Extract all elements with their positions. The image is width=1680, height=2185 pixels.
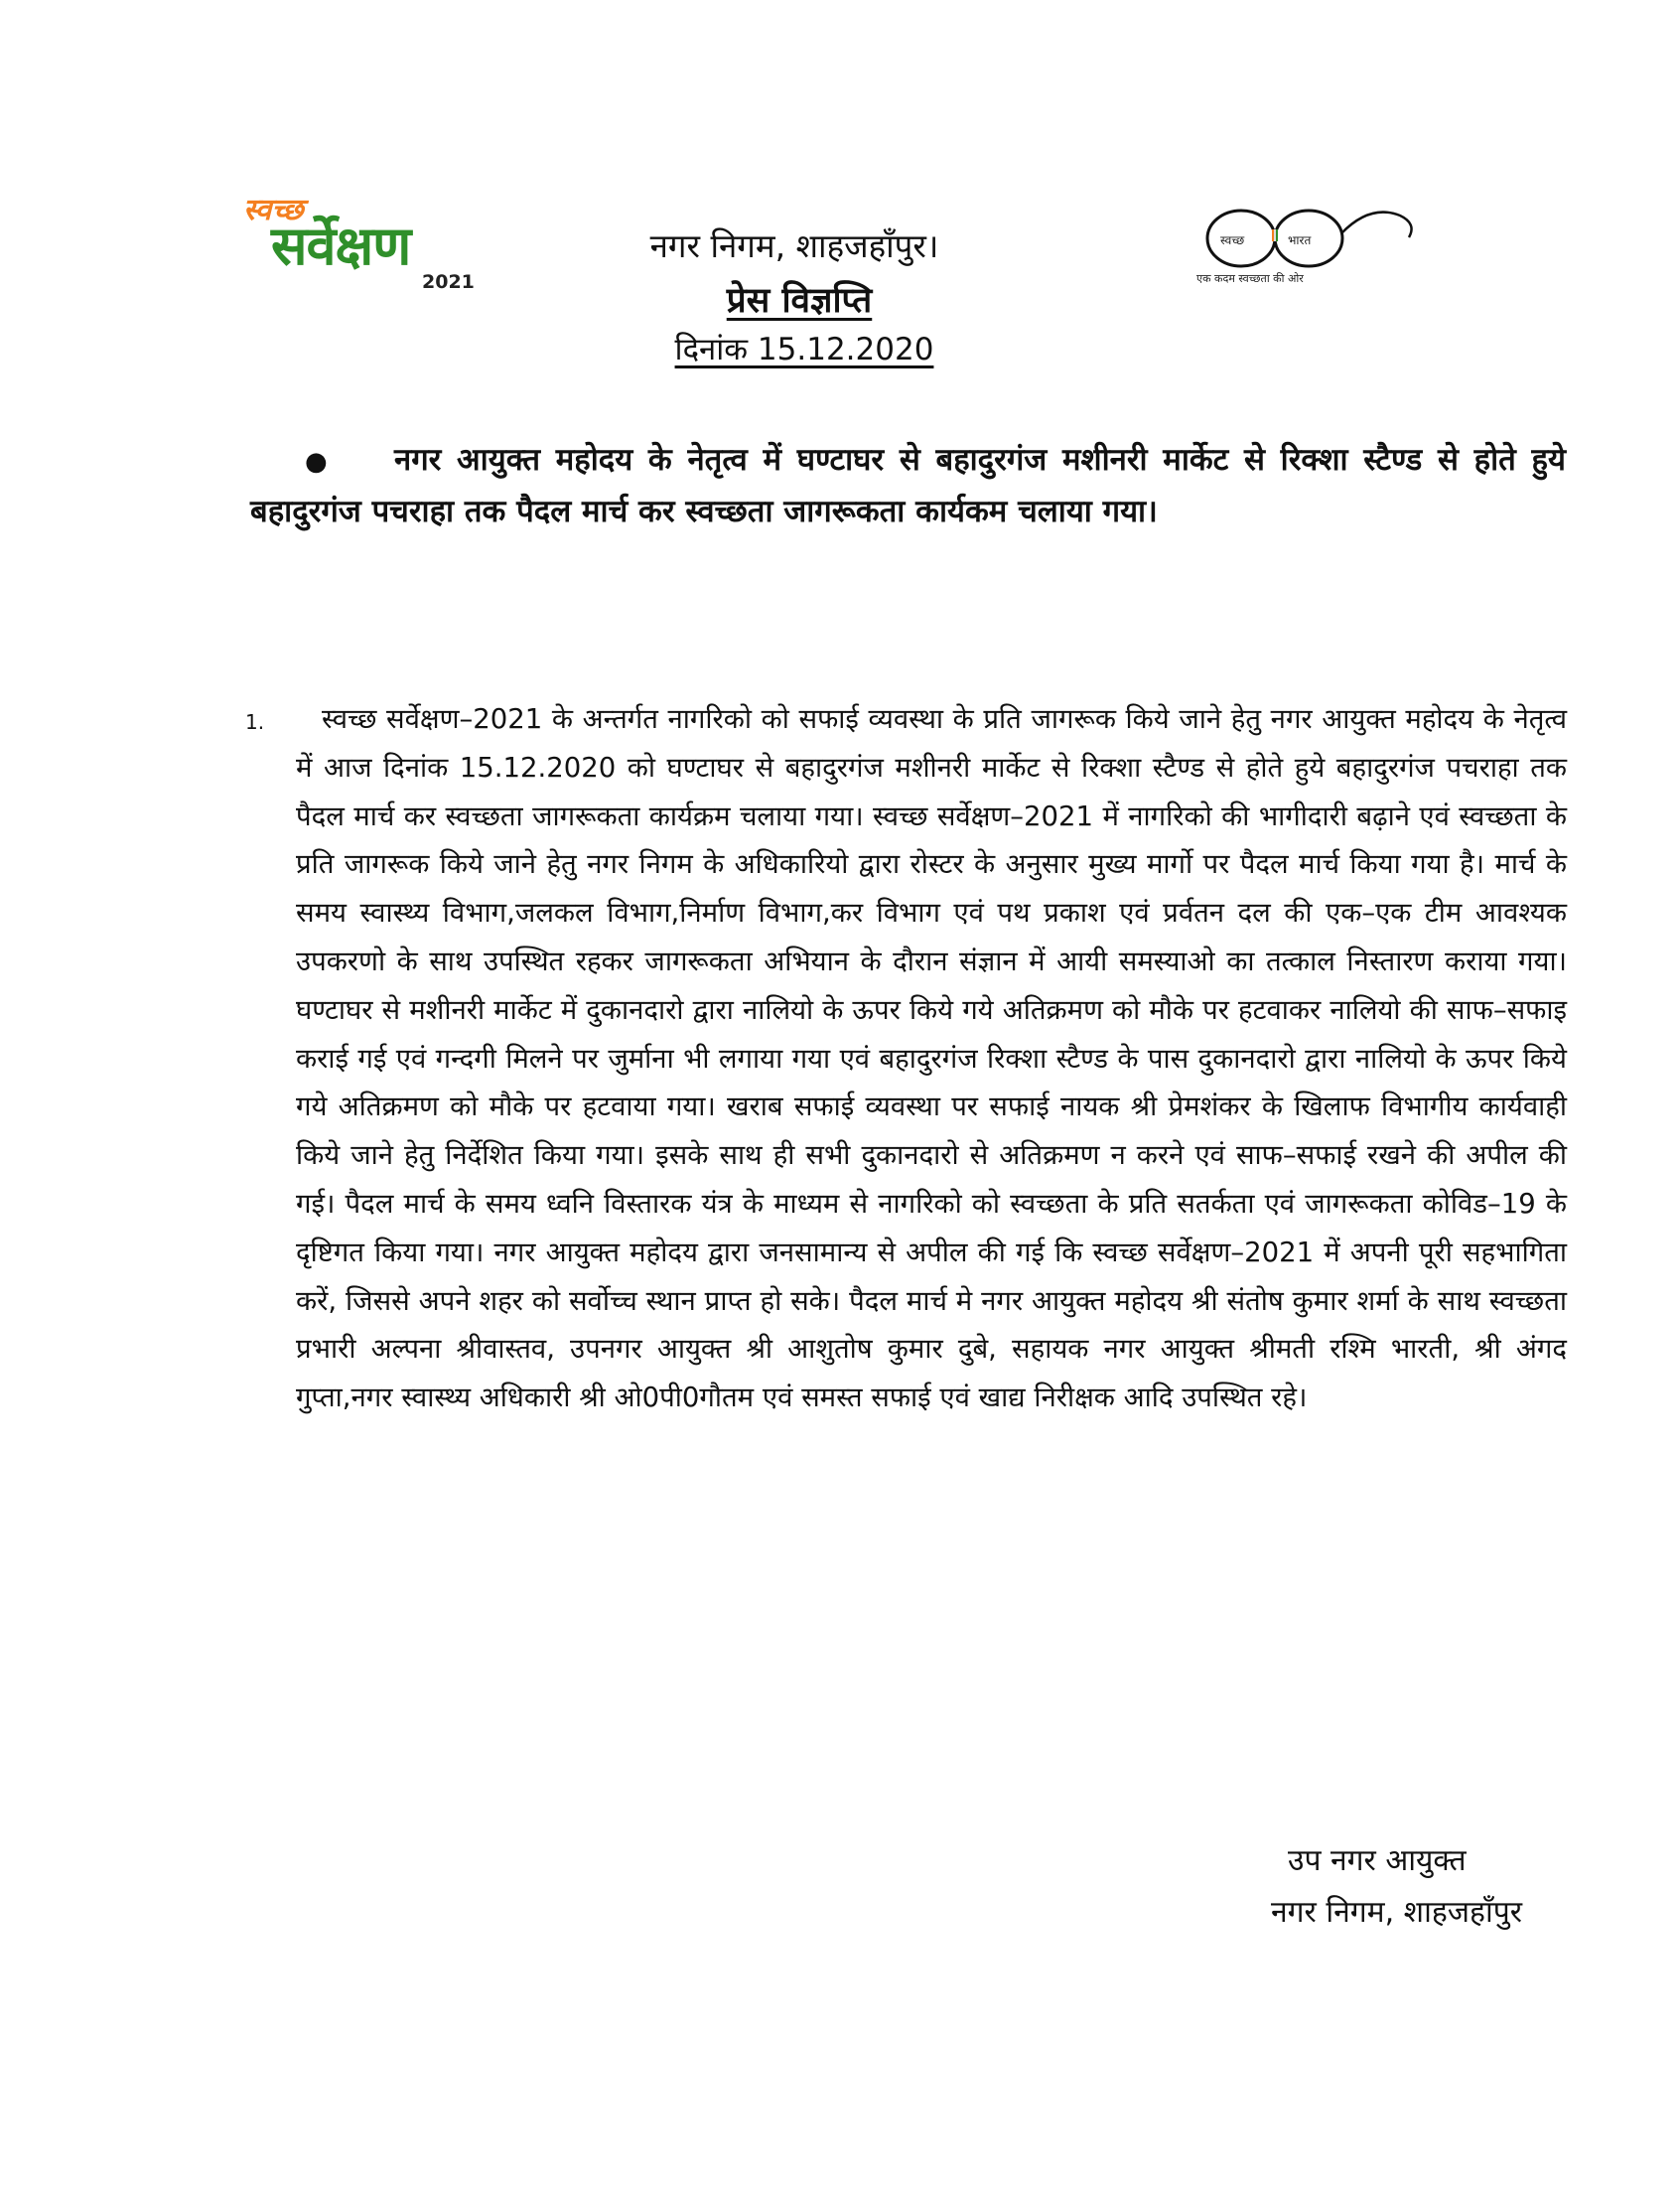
headline-summary-text: नगर आयुक्त महोदय के नेतृत्व में घण्टाघर से बहादुरगंज मशीनरी मार्केट से रिक्शा स्टैण्ड से होते हुये बहादुरगंज पचराहा तक पैदल मार्च कर स्वच्छता जागरूकता कार्यकम चलाया गया। bbox=[250, 442, 1566, 529]
press-release-title-text: प्रेस विज्ञप्ति bbox=[726, 281, 873, 321]
logo-right-lens-left: स्वच्छ bbox=[1220, 233, 1245, 247]
release-date-text: दिनांक 15.12.2020 bbox=[674, 332, 934, 367]
logo-left-year: 2021 bbox=[422, 271, 475, 293]
press-release-title bbox=[521, 278, 1077, 324]
logo-left-line1: स्वच्छ bbox=[243, 193, 304, 227]
signature-office: नगर निगम, शाहजहाँपुर bbox=[1271, 1895, 1523, 1930]
organization-name: नगर निगम, शाहजहाँपुर। bbox=[649, 226, 939, 265]
swachh-bharat-logo bbox=[1196, 194, 1445, 293]
headline-summary bbox=[250, 435, 1566, 536]
body-paragraph: स्वच्छ सर्वेक्षण–2021 के अन्तर्गत नागरिको को सफाई व्यवस्था के प्रति जागरूक किये जाने हेतु नगर आयुक्त महोदय के नेतृत्व में आज दिनांक 15.12.2020 को घण्टाघर से बहादुरगंज मशीनरी मार्केट से रिक्शा स्टैण्ड से होते हुये बहादुरगंज पचराहा तक पैदल मार्च कर स्वच्छता जागरूकता कार्यक्रम चलाया गया। स्वच्छ सर्वेक्षण–2021 में नागरिको की भागीदारी बढ़ाने एवं स्वच्छता के प्रति जागरूक किये जाने हेतु नगर निगम के अधिकारियो द्वारा रोस्टर के अनुसार मुख्य मार्गो पर पैदल मार्च किया गया है। मार्च के समय स्वास्थ्य विभाग,जलकल विभाग,निर्माण विभाग,कर विभाग एवं पथ प्रकाश एवं प्रर्वतन दल की एक–एक टीम आवश्यक उपकरणो के साथ उपस्थित रहकर जागरूकता अभियान के दौरान संज्ञान में आयी समस्याओ का तत्काल निस्तारण कराया गया। घण्टाघर से मशीनरी मार्केट में दुकानदारो द्वारा नालियो के ऊपर किये गये अतिक्रमण को मौके पर हटवाकर नालियो की साफ–सफाइ कराई गई एवं गन्दगी मिलने पर जुर्माना भी लगाया गया एवं बहादुरगंज रिक्शा स्टैण्ड के पास दुकानदारो द्वारा नालियो के ऊपर किये गये अतिक्रमण को मौके पर हटवाया गया। खराब सफाई व्यवस्था पर सफाई नायक श्री प्रेमशंकर के खिलाफ विभागीय कार्यवाही किये जाने हेतु निर्देशित किया गया। इसके साथ ही सभी दुकानदारो से अतिक्रमण न करने एवं साफ–सफाई रखने की अपील की गई। पैदल मार्च के समय ध्वनि विस्तारक यंत्र के माध्यम से नागरिको को स्वच्छता के प्रति सतर्कता एवं जागरूकता कोविड–19 के दृष्टिगत किया गया। नगर आयुक्त महोदय द्वारा जनसामान्य से अपील की गई कि स्वच्छ सर्वेक्षण–2021 में अपनी पूरी सहभागिता करें, जिससे अपने शहर को सर्वोच्च स्थान प्राप्त हो सके। पैदल मार्च मे नगर आयुक्त महोदय श्री संतोष कुमार शर्मा के साथ स्वच्छता प्रभारी अल्पना श्रीवास्तव, उपनगर आयुक्त श्री आशुतोष कुमार दुबे, सहायक नगर आयुक्त श्रीमती रश्मि भारती, श्री अंगद गुप्ता,नगर स्वास्थ्य अधिकारी श्री ओ0पी0गौतम एवं समस्त सफाई एवं खाद्य निरीक्षक आदि उपस्थित रहे। bbox=[296, 703, 1567, 1414]
release-date bbox=[526, 328, 1082, 371]
swachh-survekshan-logo bbox=[241, 194, 490, 293]
paragraph-number: 1. bbox=[245, 710, 265, 734]
logo-left-line2: सर्वेक्षण bbox=[271, 215, 411, 277]
signature-designation: उप नगर आयुक्त bbox=[1288, 1843, 1467, 1878]
logo-right-lens-right: भारत bbox=[1288, 233, 1312, 247]
bullet-icon: ● bbox=[305, 447, 328, 477]
logo-right-tagline: एक कदम स्वच्छता की ओर bbox=[1196, 272, 1304, 285]
